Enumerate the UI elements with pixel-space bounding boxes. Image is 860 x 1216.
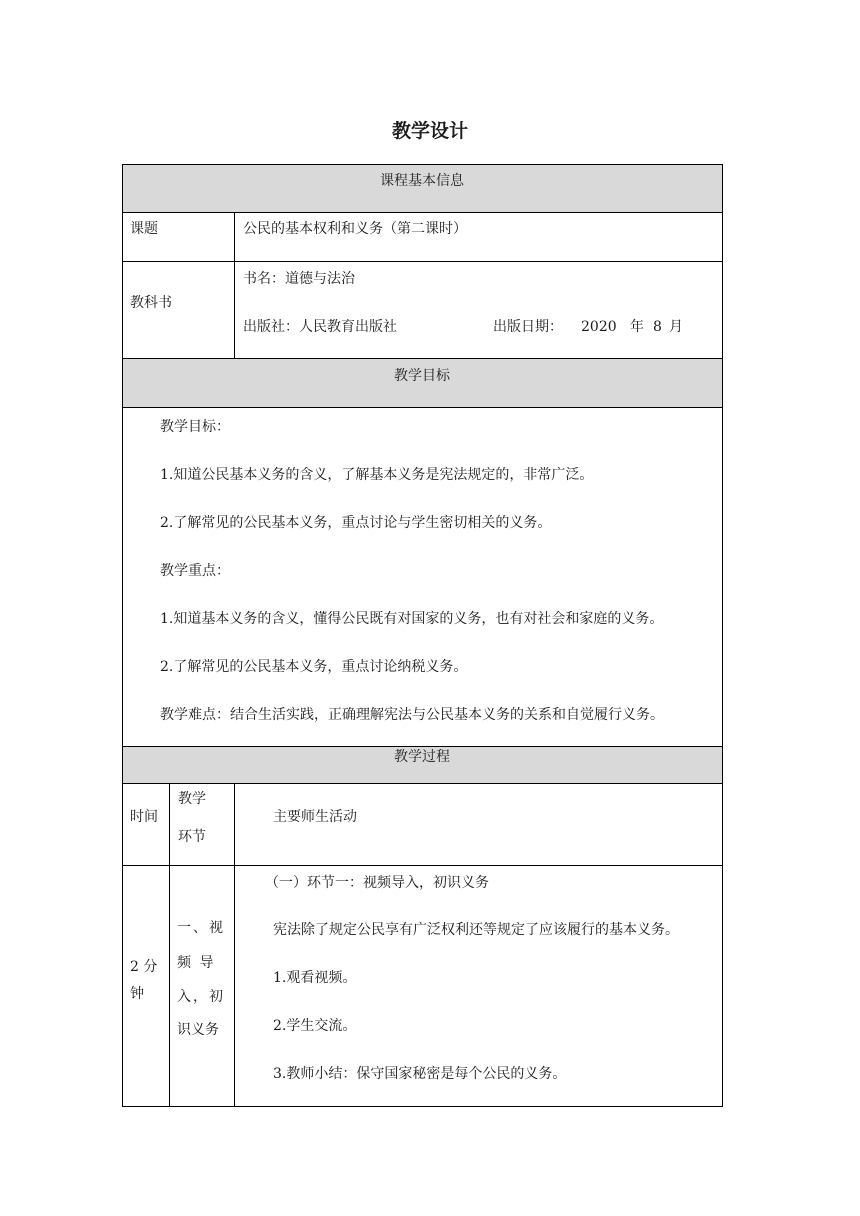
- textbook-label: 教科书: [130, 295, 172, 311]
- column-header-time: 时间: [130, 809, 158, 825]
- section-title-objectives: 教学目标: [394, 368, 450, 384]
- column-header-stage-2: 环节: [178, 829, 206, 845]
- objective-line: 2.了解常见的公民基本义务，重点讨论纳税义务。: [160, 659, 468, 675]
- activity-line: 宪法除了规定公民享有广泛权利还等规定了应该履行的基本义务。: [273, 922, 679, 938]
- book-name: 书名：道德与法治: [243, 271, 355, 287]
- document-title: 教学设计: [391, 120, 468, 142]
- topic-label: 课题: [130, 221, 158, 237]
- stage-cell-line: 识义务: [177, 1022, 219, 1038]
- activity-line: 2.学生交流。: [273, 1018, 357, 1034]
- stage-cell-line: 频 导: [177, 955, 216, 971]
- stage-cell-line: 一、视: [177, 920, 225, 936]
- activity-line: 3.教师小结：保守国家秘密是每个公民的义务。: [273, 1066, 567, 1082]
- stage-cell-line: 入，初: [177, 989, 225, 1005]
- publisher: 出版社：人民教育出版社: [243, 319, 397, 335]
- pub-year-unit: 年: [630, 319, 644, 335]
- objective-line: 1.知道公民基本义务的含义，了解基本义务是宪法规定的，非常广泛。: [160, 467, 594, 483]
- column-header-activity: 主要师生活动: [273, 809, 357, 825]
- pub-date-label: 出版日期：: [493, 319, 563, 335]
- activity-line: 1.观看视频。: [273, 970, 357, 986]
- pub-month-unit: 月: [669, 319, 683, 335]
- objective-line: 教学难点：结合生活实践，正确理解宪法与公民基本义务的关系和自觉履行义务。: [160, 707, 664, 723]
- objective-line: 教学目标：: [160, 419, 230, 435]
- activity-line: （一）环节一：视频导入，初识义务: [265, 875, 489, 891]
- objective-line: 教学重点：: [160, 563, 230, 579]
- section-title-process: 教学过程: [394, 749, 450, 765]
- topic-value: 公民的基本权利和义务（第二课时）: [243, 221, 467, 237]
- time-cell-line2: 钟: [130, 986, 144, 1002]
- objective-line: 1.知道基本义务的含义，懂得公民既有对国家的义务，也有对社会和家庭的义务。: [160, 611, 664, 627]
- objective-line: 2.了解常见的公民基本义务，重点讨论与学生密切相关的义务。: [160, 515, 552, 531]
- time-cell-line1: 2 分: [130, 959, 158, 975]
- pub-month: 8: [653, 319, 662, 335]
- section-title-basic-info: 课程基本信息: [380, 173, 464, 189]
- column-header-stage-1: 教学: [178, 791, 206, 807]
- pub-year: 2020: [581, 319, 617, 335]
